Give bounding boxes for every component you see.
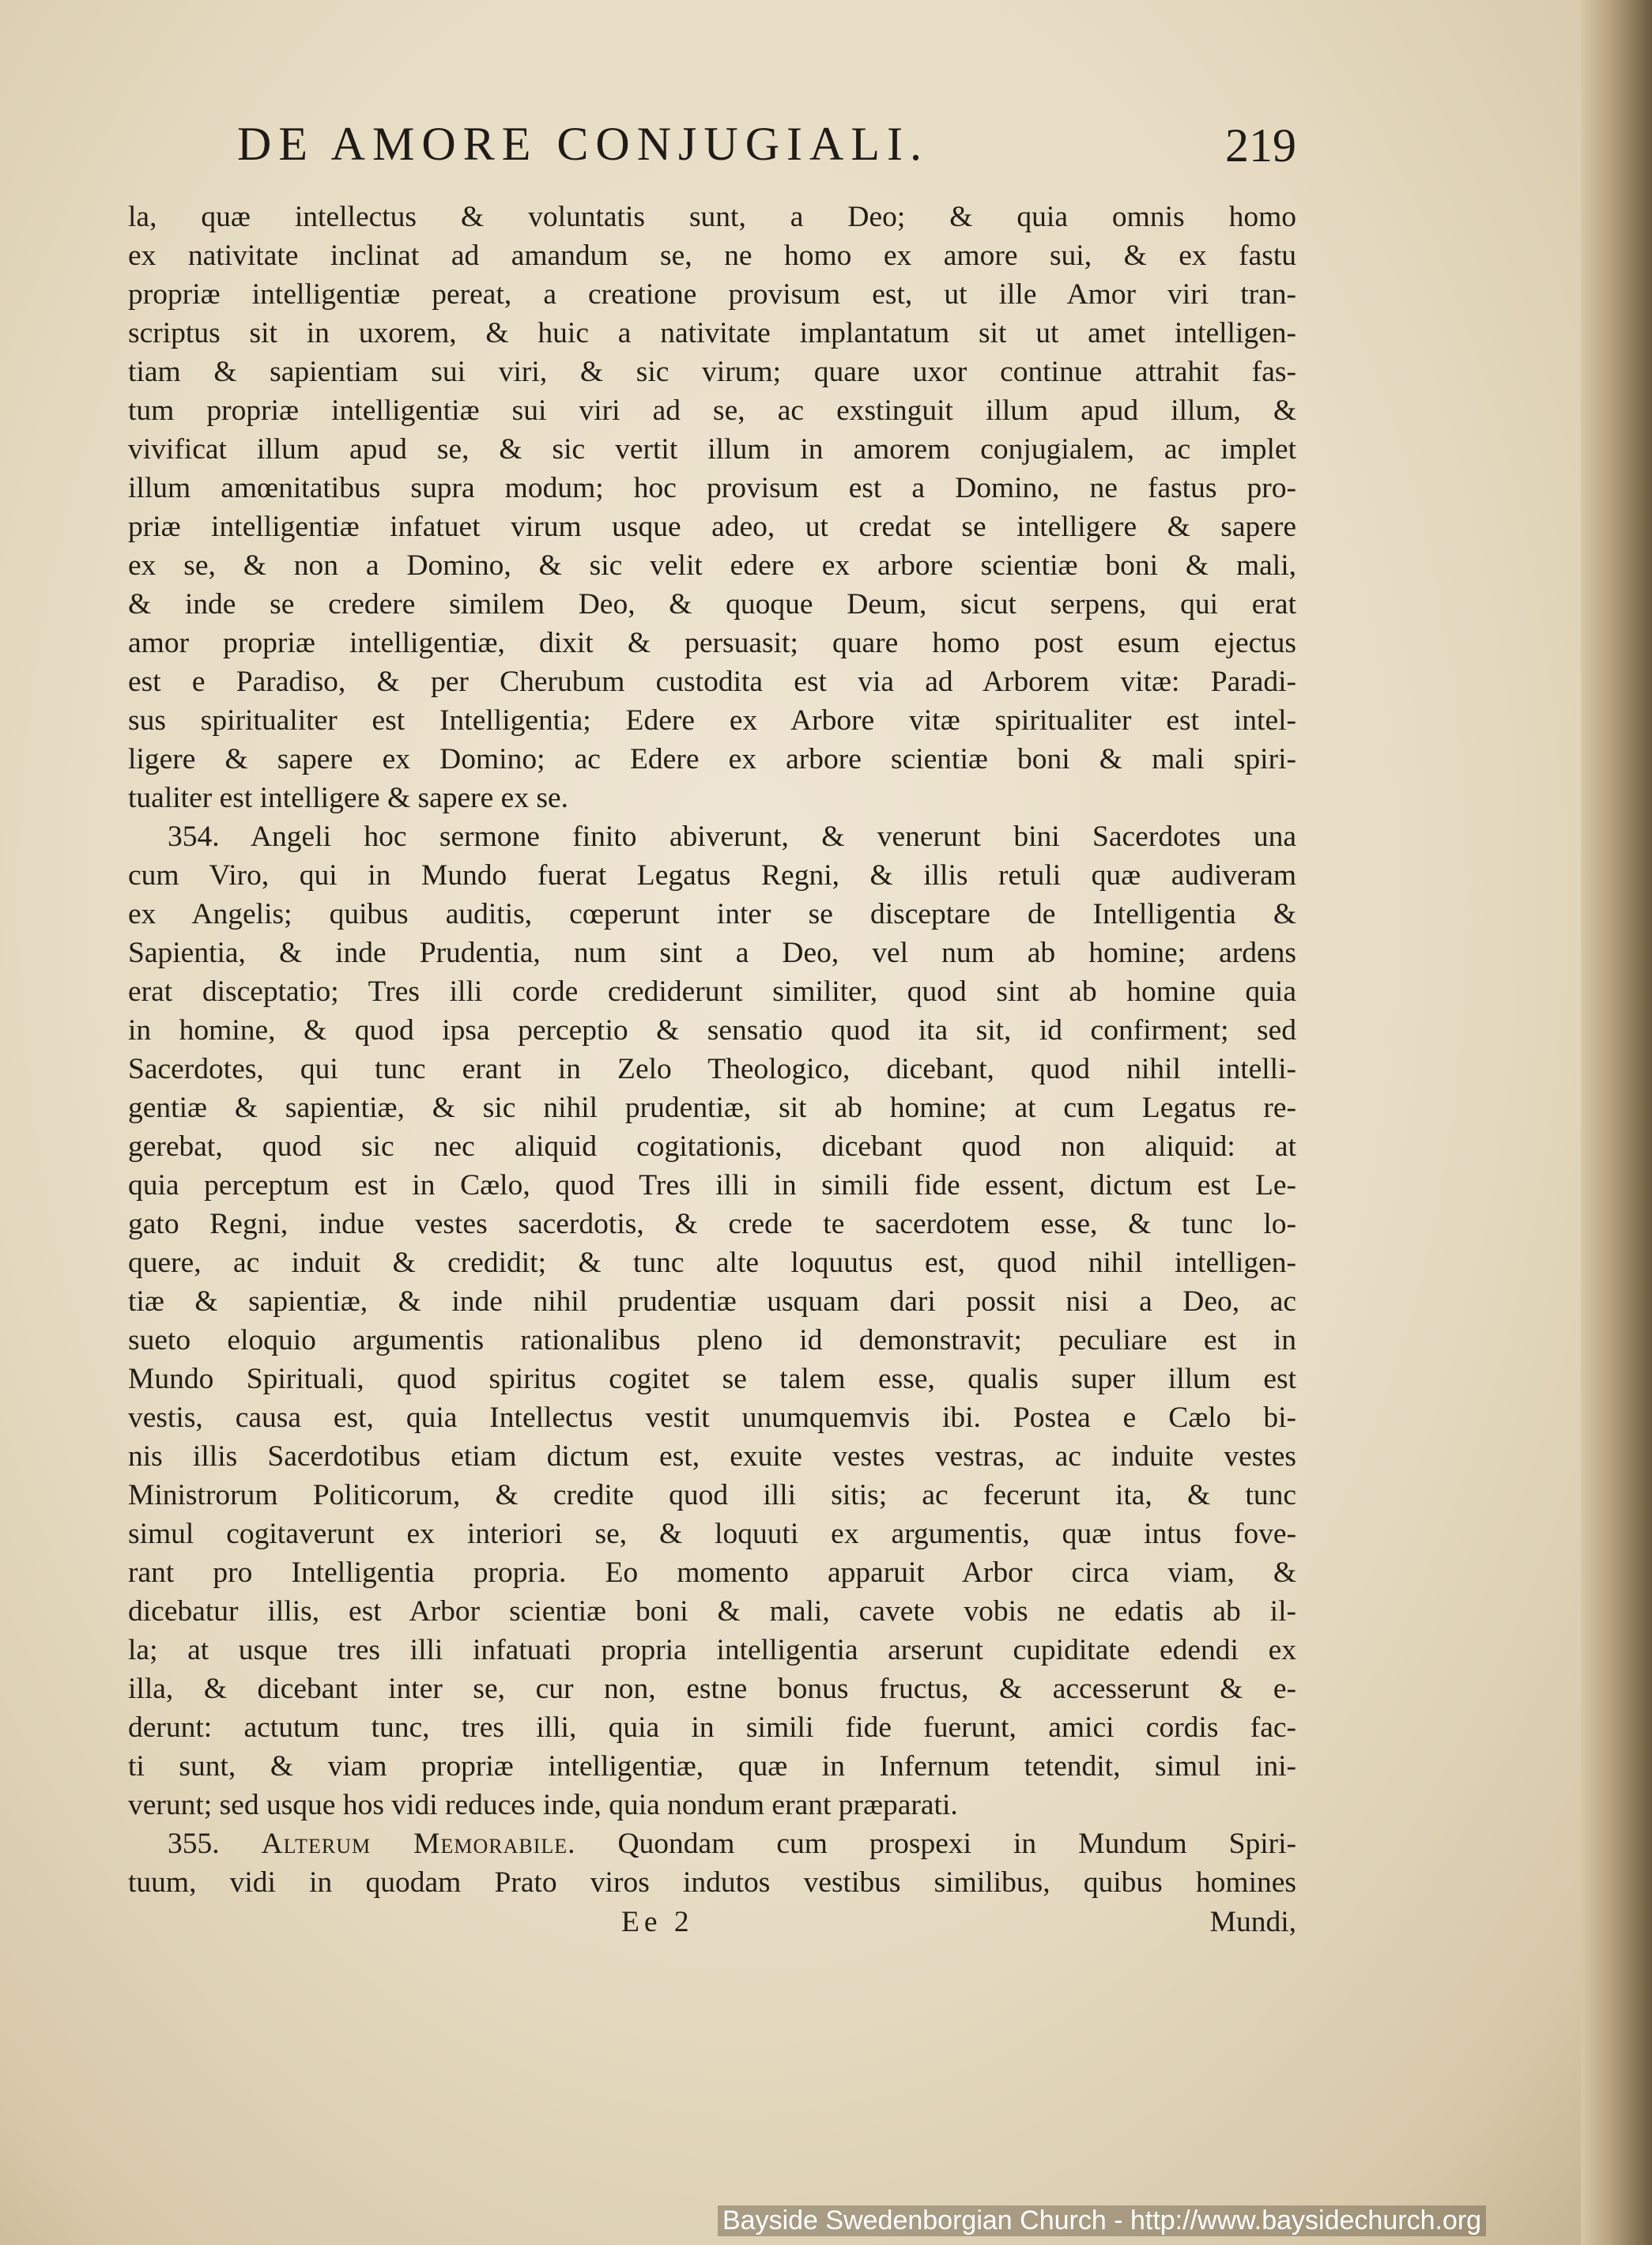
- signature-mark: Ee 2: [621, 1906, 694, 1938]
- text-line: simul cogitaverunt ex interiori se, & loquuti ex argumentis, quæ intus fove-: [128, 1518, 1296, 1550]
- catchword: Mundi,: [1209, 1906, 1296, 1938]
- memorabile-heading: Alterum Memorabile.: [261, 1828, 576, 1860]
- text-line: est e Paradiso, & per Cherubum custodita est via ad Arborem vitæ: Paradi-: [128, 666, 1296, 698]
- text-line: rant pro Intelligentia propria. Eo momento apparuit Arbor circa viam, &: [128, 1556, 1296, 1589]
- text-run: Quondam cum prospexi in Mundum Spiri-: [575, 1828, 1296, 1860]
- text-line: gato Regni, indue vestes sacerdotis, & crede te sacerdotem esse, & tunc lo-: [128, 1208, 1296, 1240]
- text-line: sus spiritualiter est Intelligentia; Edere ex Arbore vitæ spiritualiter est intel-: [128, 704, 1296, 737]
- text-line: propriæ intelligentiæ pereat, a creatione provisum est, ut ille Amor viri tran-: [128, 278, 1296, 311]
- paragraph-354-start: 354. Angeli hoc sermone finito abiverunt, & venerunt bini Sacerdotes una: [168, 821, 1296, 853]
- text-line: Ministrorum Politicorum, & credite quod illi sitis; ac fecerunt ita, & tunc: [128, 1479, 1296, 1511]
- text-line: Sapientia, & inde Prudentia, num sint a Deo, vel num ab homine; ardens: [128, 937, 1296, 969]
- text-line: erat disceptatio; Tres illi corde crediderunt similiter, quod sint ab homine quia: [128, 975, 1296, 1008]
- paragraph-355-start: [128, 1824, 1296, 1863]
- text-line: ligere & sapere ex Domino; ac Edere ex arbore scientiæ boni & mali spiri-: [128, 743, 1296, 775]
- text-line: vestis, causa est, quia Intellectus vestit unumquemvis ibi. Postea e Cælo bi-: [128, 1402, 1296, 1434]
- text-line: verunt; sed usque hos vidi reduces inde, quia nondum erant præparati.: [128, 1789, 958, 1821]
- text-line: illa, & dicebant inter se, cur non, estne bonus fructus, & accesserunt & e-: [128, 1673, 1296, 1705]
- text-line: la, quæ intellectus & voluntatis sunt, a Deo; & quia omnis homo: [128, 201, 1296, 233]
- text-line: illum amœnitatibus supra modum; hoc provisum est a Domino, ne fastus pro-: [128, 472, 1296, 504]
- page-footer: [128, 1905, 1296, 1945]
- text-line: Mundo Spirituali, quod spiritus cogitet se talem esse, qualis super illum est: [128, 1363, 1296, 1395]
- text-line: vivificat illum apud se, & sic vertit illum in amorem conjugialem, ac implet: [128, 433, 1296, 466]
- body-text: [128, 198, 1296, 1902]
- text-line: nis illis Sacerdotibus etiam dictum est, exuite vestes vestras, ac induite vestes: [128, 1440, 1296, 1473]
- source-credit: Bayside Swedenborgian Church - http://www.baysidechurch.org: [718, 2205, 1486, 2236]
- text-line: ti sunt, & viam propriæ intelligentiæ, quæ in Infernum tetendit, simul ini-: [128, 1750, 1296, 1783]
- paragraph-number: 355.: [168, 1828, 220, 1860]
- text-line: tualiter est intelligere & sapere ex se.: [128, 782, 569, 814]
- running-title: DE AMORE CONJUGIALI.: [237, 118, 929, 170]
- text-line: la; at usque tres illi infatuati propria intelligentia arserunt cupiditate edendi ex: [128, 1634, 1296, 1666]
- text-line: tiam & sapientiam sui viri, & sic virum; quare uxor continue attrahit fas-: [128, 356, 1296, 388]
- page-number: 219: [1225, 119, 1296, 172]
- text-line: tuum, vidi in quodam Prato viros indutos vestibus similibus, quibus homines: [128, 1866, 1296, 1899]
- text-line: in homine, & quod ipsa perceptio & sensatio quod ita sit, id confirment; sed: [128, 1014, 1296, 1047]
- text-line: quere, ac induit & credidit; & tunc alte loquutus est, quod nihil intelligen-: [128, 1247, 1296, 1279]
- text-line: cum Viro, qui in Mundo fuerat Legatus Regni, & illis retuli quæ audiveram: [128, 859, 1296, 892]
- text-line: quia perceptum est in Cælo, quod Tres illi in simili fide essent, dictum est Le-: [128, 1169, 1296, 1202]
- text-line: gerebat, quod sic nec aliquid cogitationis, dicebant quod non aliquid: at: [128, 1130, 1296, 1163]
- page-gutter-shadow: [1581, 0, 1652, 2245]
- page-header: [237, 117, 1296, 174]
- text-line: ex se, & non a Domino, & sic velit edere ex arbore scientiæ boni & mali,: [128, 549, 1296, 582]
- text-line: amor propriæ intelligentiæ, dixit & persuasit; quare homo post esum ejectus: [128, 627, 1296, 659]
- text-line: dicebatur illis, est Arbor scientiæ boni & mali, cavete vobis ne edatis ab il-: [128, 1595, 1296, 1628]
- text-line: ex nativitate inclinat ad amandum se, ne homo ex amore sui, & ex fastu: [128, 240, 1296, 272]
- text-line: Sacerdotes, qui tunc erant in Zelo Theologico, dicebant, quod nihil intelli-: [128, 1053, 1296, 1085]
- text-line: tiæ & sapientiæ, & inde nihil prudentiæ usquam dari possit nisi a Deo, ac: [128, 1285, 1296, 1318]
- text-line: & inde se credere similem Deo, & quoque Deum, sicut serpens, qui erat: [128, 588, 1296, 621]
- text-line: derunt: actutum tunc, tres illi, quia in simili fide fuerunt, amici cordis fac-: [128, 1711, 1296, 1744]
- text-line: scriptus sit in uxorem, & huic a nativitate implantatum sit ut amet intelligen-: [128, 317, 1296, 349]
- text-line: gentiæ & sapientiæ, & sic nihil prudentiæ, sit ab homine; at cum Legatus re-: [128, 1092, 1296, 1124]
- text-line: tum propriæ intelligentiæ sui viri ad se, ac exstinguit illum apud illum, &: [128, 394, 1296, 427]
- text-line: priæ intelligentiæ infatuet virum usque adeo, ut credat se intelligere & sapere: [128, 511, 1296, 543]
- text-line: sueto eloquio argumentis rationalibus pleno id demonstravit; peculiare est in: [128, 1324, 1296, 1356]
- text-line: ex Angelis; quibus auditis, cœperunt inter se disceptare de Intelligentia &: [128, 898, 1296, 930]
